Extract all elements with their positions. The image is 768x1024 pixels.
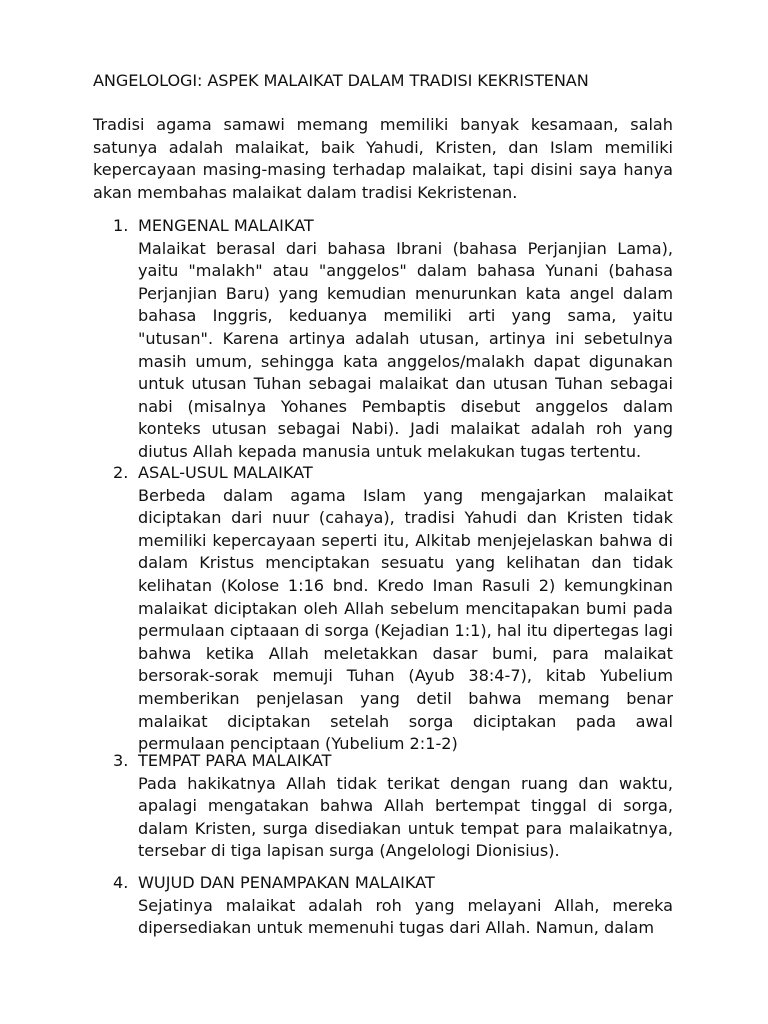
section-heading (113, 872, 673, 895)
section-number: 2. (113, 463, 129, 482)
section-title: WUJUD DAN PENAMPAKAN MALAIKAT (138, 873, 435, 892)
section-body: Pada hakikatnya Allah tidak terikat dengan ruang dan waktu, apalagi mengatakan bahwa Allah bertempat tinggal di sorga, dalam Kristen, surga disediakan untuk tempat para malaikatnya, tersebar di tiga lapisan surga (Angelologi Dionisius). (138, 773, 673, 861)
section-tempat-para-malaikat (113, 750, 673, 863)
section-wujud-dan-penampakan-malaikat (113, 872, 673, 940)
section-asal-usul-malaikat (113, 462, 673, 756)
document-title: ANGELOLOGI: ASPEK MALAIKAT DALAM TRADISI KEKRISTENAN (93, 71, 589, 90)
section-number: 1. (113, 216, 129, 235)
section-body: Sejatinya malaikat adalah roh yang melayani Allah, mereka dipersediakan untuk memenuhi tugas dari Allah. Namun, dalam (138, 895, 673, 938)
section-heading (113, 750, 673, 773)
section-heading (113, 462, 673, 485)
section-title: TEMPAT PARA MALAIKAT (138, 751, 332, 770)
section-body: Berbeda dalam agama Islam yang mengajarkan malaikat diciptakan dari nuur (cahaya), tradisi Yahudi dan Kristen tidak memiliki kepercayaan seperti itu, Alkitab menjejelaskan bahwa di dalam Kristus menciptakan sesuatu yang kelihatan dan tidak kelihatan (Kolose 1:16 bnd. Kredo Iman Rasuli 2) kemungkinan malaikat diciptakan oleh Allah sebelum mencitapakan bumi pada permulaan ciptaaan di sorga (Kejadian 1:1), hal itu dipertegas lagi bahwa ketika Allah meletakkan dasar bumi, para malaikat bersorak-sorak memuji Tuhan (Ayub 38:4-7), kitab Yubelium memberikan penjelasan yang detil bahwa memang benar malaikat diciptakan setelah sorga diciptakan pada awal permulaan penciptaan (Yubelium 2:1-2) (138, 485, 673, 754)
intro-paragraph: Tradisi agama samawi memang memiliki banyak kesamaan, salah satunya adalah malaikat, baik Yahudi, Kristen, dan Islam memiliki kepercayaan masing-masing terhadap malaikat, tapi disini saya hanya akan membahas malaikat dalam tradisi Kekristenan. (93, 115, 673, 202)
section-body: Malaikat berasal dari bahasa Ibrani (bahasa Perjanjian Lama), yaitu "malakh" atau "anggelos" dalam bahasa Yunani (bahasa Perjanjian Baru) yang kemudian menurunkan kata angel dalam bahasa Inggris, keduanya memiliki arti yang sama, yaitu "utusan". Karena artinya adalah utusan, artinya ini sebetulnya masih umum, sehingga kata anggelos/malakh dapat digunakan untuk utusan Tuhan sebagai malaikat dan utusan Tuhan sebagai nabi (misalnya Yohanes Pembaptis disebut anggelos dalam konteks utusan sebagai Nabi). Jadi malaikat adalah roh yang diutus Allah kepada manusia untuk melakukan tugas tertentu. (138, 238, 673, 461)
section-title: ASAL-USUL MALAIKAT (138, 463, 313, 482)
section-number: 3. (113, 751, 129, 770)
section-title: MENGENAL MALAIKAT (138, 216, 314, 235)
section-number: 4. (113, 873, 129, 892)
section-heading (113, 215, 673, 238)
section-mengenal-malaikat (113, 215, 673, 464)
